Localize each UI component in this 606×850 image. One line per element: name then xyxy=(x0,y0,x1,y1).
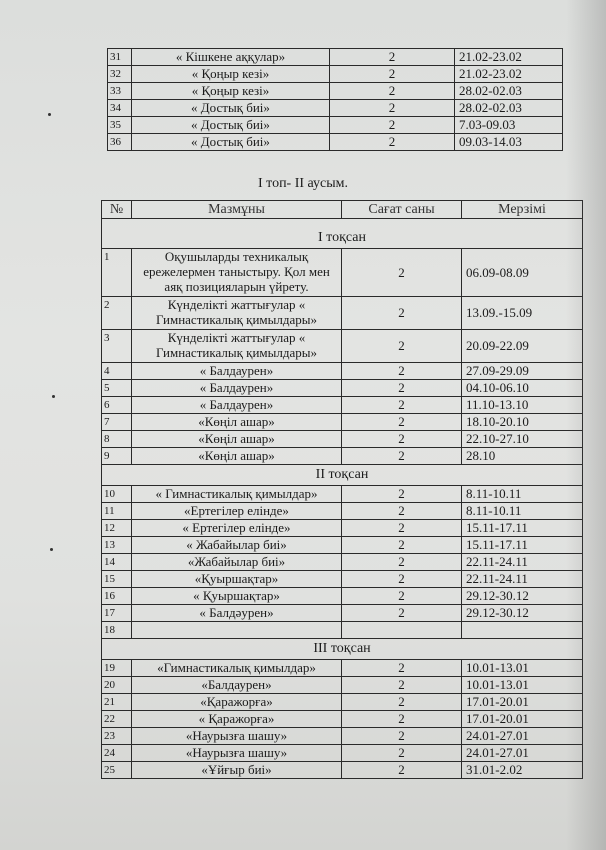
row-number: 18 xyxy=(102,622,132,639)
quarter-3-label: III тоқсан xyxy=(102,639,583,660)
header-num: № xyxy=(102,201,132,219)
table-row xyxy=(108,134,563,151)
row-content: «Жабайылар биі» xyxy=(132,554,342,571)
table-row xyxy=(102,448,583,465)
row-period: 8.11-10.11 xyxy=(462,503,583,520)
row-number: 36 xyxy=(108,134,132,151)
table-row xyxy=(102,660,583,677)
row-period: 11.10-13.10 xyxy=(462,397,583,414)
row-hours: 2 xyxy=(342,297,462,330)
row-number: 16 xyxy=(102,588,132,605)
row-number: 35 xyxy=(108,117,132,134)
row-number: 8 xyxy=(102,431,132,448)
row-period: 24.01-27.01 xyxy=(462,745,583,762)
row-content: «Наурызға шашу» xyxy=(132,745,342,762)
row-content: «Балдаурен» xyxy=(132,677,342,694)
row-period: 18.10-20.10 xyxy=(462,414,583,431)
table-row xyxy=(108,49,563,66)
table-row xyxy=(102,431,583,448)
schedule-table xyxy=(101,200,583,779)
row-number: 9 xyxy=(102,448,132,465)
row-content: Күнделікті жаттығулар « Гимнастикалық қимылдары» xyxy=(132,297,342,330)
table-row xyxy=(102,745,583,762)
row-number: 15 xyxy=(102,571,132,588)
row-number: 21 xyxy=(102,694,132,711)
row-period: 22.11-24.11 xyxy=(462,571,583,588)
row-number: 14 xyxy=(102,554,132,571)
row-hours: 2 xyxy=(342,711,462,728)
group-title: I топ- II аусым. xyxy=(257,176,349,191)
row-hours: 2 xyxy=(342,571,462,588)
row-content: « Кішкене аққулар» xyxy=(132,49,330,66)
row-content: « Гимнастикалық қимылдар» xyxy=(132,486,342,503)
row-hours xyxy=(342,622,462,639)
row-number: 32 xyxy=(108,66,132,83)
table-row xyxy=(102,711,583,728)
row-content: «Гимнастикалық қимылдар» xyxy=(132,660,342,677)
row-hours: 2 xyxy=(342,677,462,694)
row-hours: 2 xyxy=(342,448,462,465)
row-hours: 2 xyxy=(342,486,462,503)
row-content: « Қуыршақтар» xyxy=(132,588,342,605)
row-hours: 2 xyxy=(342,414,462,431)
row-period: 13.09.-15.09 xyxy=(462,297,583,330)
table-row xyxy=(108,66,563,83)
table-row xyxy=(102,677,583,694)
row-period: 06.09-08.09 xyxy=(462,249,583,297)
row-hours: 2 xyxy=(330,49,455,66)
table-row xyxy=(102,622,583,639)
row-content: « Жабайылар биі» xyxy=(132,537,342,554)
row-period: 29.12-30.12 xyxy=(462,588,583,605)
row-content: «Көңіл ашар» xyxy=(132,431,342,448)
table-header-row xyxy=(102,201,583,219)
row-content: « Достық биі» xyxy=(132,134,330,151)
row-number: 25 xyxy=(102,762,132,779)
table-row xyxy=(102,605,583,622)
row-period: 22.10-27.10 xyxy=(462,431,583,448)
scan-speck xyxy=(52,395,55,398)
row-number: 22 xyxy=(102,711,132,728)
row-number: 6 xyxy=(102,397,132,414)
row-hours: 2 xyxy=(342,660,462,677)
schedule-table-continued xyxy=(107,48,563,151)
row-period: 04.10-06.10 xyxy=(462,380,583,397)
row-period xyxy=(462,622,583,639)
table-row xyxy=(102,397,583,414)
table-row xyxy=(102,554,583,571)
row-hours: 2 xyxy=(342,249,462,297)
row-content: « Балдәурен» xyxy=(132,605,342,622)
row-content: «Қуыршақтар» xyxy=(132,571,342,588)
table-row xyxy=(108,117,563,134)
row-content: «Наурызға шашу» xyxy=(132,728,342,745)
row-hours: 2 xyxy=(330,117,455,134)
table-row xyxy=(102,728,583,745)
table-row xyxy=(102,503,583,520)
row-content: «Көңіл ашар» xyxy=(132,414,342,431)
row-period: 28.10 xyxy=(462,448,583,465)
row-number: 23 xyxy=(102,728,132,745)
table-row xyxy=(102,330,583,363)
row-content: « Достық биі» xyxy=(132,117,330,134)
row-number: 20 xyxy=(102,677,132,694)
table-row xyxy=(102,694,583,711)
row-hours: 2 xyxy=(330,100,455,117)
row-period: 21.02-23.02 xyxy=(455,49,563,66)
row-content: «Ұйғыр биі» xyxy=(132,762,342,779)
row-number: 2 xyxy=(102,297,132,330)
header-hours: Сағат саны xyxy=(342,201,462,219)
table-row xyxy=(102,380,583,397)
table-row xyxy=(102,762,583,779)
row-period: 24.01-27.01 xyxy=(462,728,583,745)
row-hours: 2 xyxy=(342,554,462,571)
row-hours: 2 xyxy=(342,363,462,380)
scan-speck xyxy=(50,548,53,551)
row-number: 31 xyxy=(108,49,132,66)
row-period: 28.02-02.03 xyxy=(455,100,563,117)
row-period: 09.03-14.03 xyxy=(455,134,563,151)
row-period: 27.09-29.09 xyxy=(462,363,583,380)
row-period: 28.02-02.03 xyxy=(455,83,563,100)
header-period: Мерзімі xyxy=(462,201,583,219)
table-row xyxy=(102,588,583,605)
row-content: Оқушыларды техникалық ережелермен таныстыру. Қол мен аяқ позицияларын үйрету. xyxy=(132,249,342,297)
row-hours: 2 xyxy=(342,728,462,745)
row-content: « Қоңыр кезі» xyxy=(132,66,330,83)
row-period: 10.01-13.01 xyxy=(462,677,583,694)
row-hours: 2 xyxy=(342,397,462,414)
row-hours: 2 xyxy=(342,745,462,762)
row-number: 7 xyxy=(102,414,132,431)
row-hours: 2 xyxy=(342,380,462,397)
table-row xyxy=(102,363,583,380)
row-content: « Балдаурен» xyxy=(132,380,342,397)
scan-speck xyxy=(48,113,51,116)
row-content: Күнделікті жаттығулар « Гимнастикалық қимылдары» xyxy=(132,330,342,363)
row-content: «Ертегілер елінде» xyxy=(132,503,342,520)
row-hours: 2 xyxy=(330,83,455,100)
quarter-2-row xyxy=(102,465,583,486)
row-hours: 2 xyxy=(342,520,462,537)
row-content: « Балдаурен» xyxy=(132,363,342,380)
row-number: 12 xyxy=(102,520,132,537)
quarter-1-row xyxy=(102,219,583,249)
row-number: 3 xyxy=(102,330,132,363)
row-number: 1 xyxy=(102,249,132,297)
row-hours: 2 xyxy=(342,762,462,779)
row-period: 21.02-23.02 xyxy=(455,66,563,83)
quarter-2-label: II тоқсан xyxy=(102,465,583,486)
table-row xyxy=(102,520,583,537)
row-number: 34 xyxy=(108,100,132,117)
row-hours: 2 xyxy=(342,330,462,363)
row-number: 10 xyxy=(102,486,132,503)
row-content: «Көңіл ашар» xyxy=(132,448,342,465)
row-hours: 2 xyxy=(342,605,462,622)
row-hours: 2 xyxy=(342,503,462,520)
row-number: 11 xyxy=(102,503,132,520)
row-number: 5 xyxy=(102,380,132,397)
row-number: 13 xyxy=(102,537,132,554)
row-period: 8.11-10.11 xyxy=(462,486,583,503)
table-row xyxy=(108,100,563,117)
table-row xyxy=(102,571,583,588)
quarter-1-label: I тоқсан xyxy=(102,219,583,249)
row-content: « Қоңыр кезі» xyxy=(132,83,330,100)
quarter-3-row xyxy=(102,639,583,660)
row-period: 17.01-20.01 xyxy=(462,711,583,728)
row-number: 19 xyxy=(102,660,132,677)
row-period: 20.09-22.09 xyxy=(462,330,583,363)
row-number: 17 xyxy=(102,605,132,622)
table-row xyxy=(108,83,563,100)
row-period: 15.11-17.11 xyxy=(462,537,583,554)
header-content: Мазмұны xyxy=(132,201,342,219)
row-content: « Ертегілер елінде» xyxy=(132,520,342,537)
row-hours: 2 xyxy=(342,694,462,711)
row-hours: 2 xyxy=(330,66,455,83)
row-hours: 2 xyxy=(342,588,462,605)
row-content: « Қаражорға» xyxy=(132,711,342,728)
table-row xyxy=(102,537,583,554)
row-hours: 2 xyxy=(342,431,462,448)
row-period: 29.12-30.12 xyxy=(462,605,583,622)
row-number: 24 xyxy=(102,745,132,762)
row-content: « Балдаурен» xyxy=(132,397,342,414)
row-number: 4 xyxy=(102,363,132,380)
row-period: 17.01-20.01 xyxy=(462,694,583,711)
row-content: « Достық биі» xyxy=(132,100,330,117)
table-row xyxy=(102,414,583,431)
row-hours: 2 xyxy=(330,134,455,151)
row-content: «Қаражорға» xyxy=(132,694,342,711)
row-period: 10.01-13.01 xyxy=(462,660,583,677)
table-row xyxy=(102,249,583,297)
table-row xyxy=(102,297,583,330)
row-content xyxy=(132,622,342,639)
row-number: 33 xyxy=(108,83,132,100)
row-period: 15.11-17.11 xyxy=(462,520,583,537)
row-period: 22.11-24.11 xyxy=(462,554,583,571)
table-row xyxy=(102,486,583,503)
row-period: 31.01-2.02 xyxy=(462,762,583,779)
row-hours: 2 xyxy=(342,537,462,554)
row-period: 7.03-09.03 xyxy=(455,117,563,134)
